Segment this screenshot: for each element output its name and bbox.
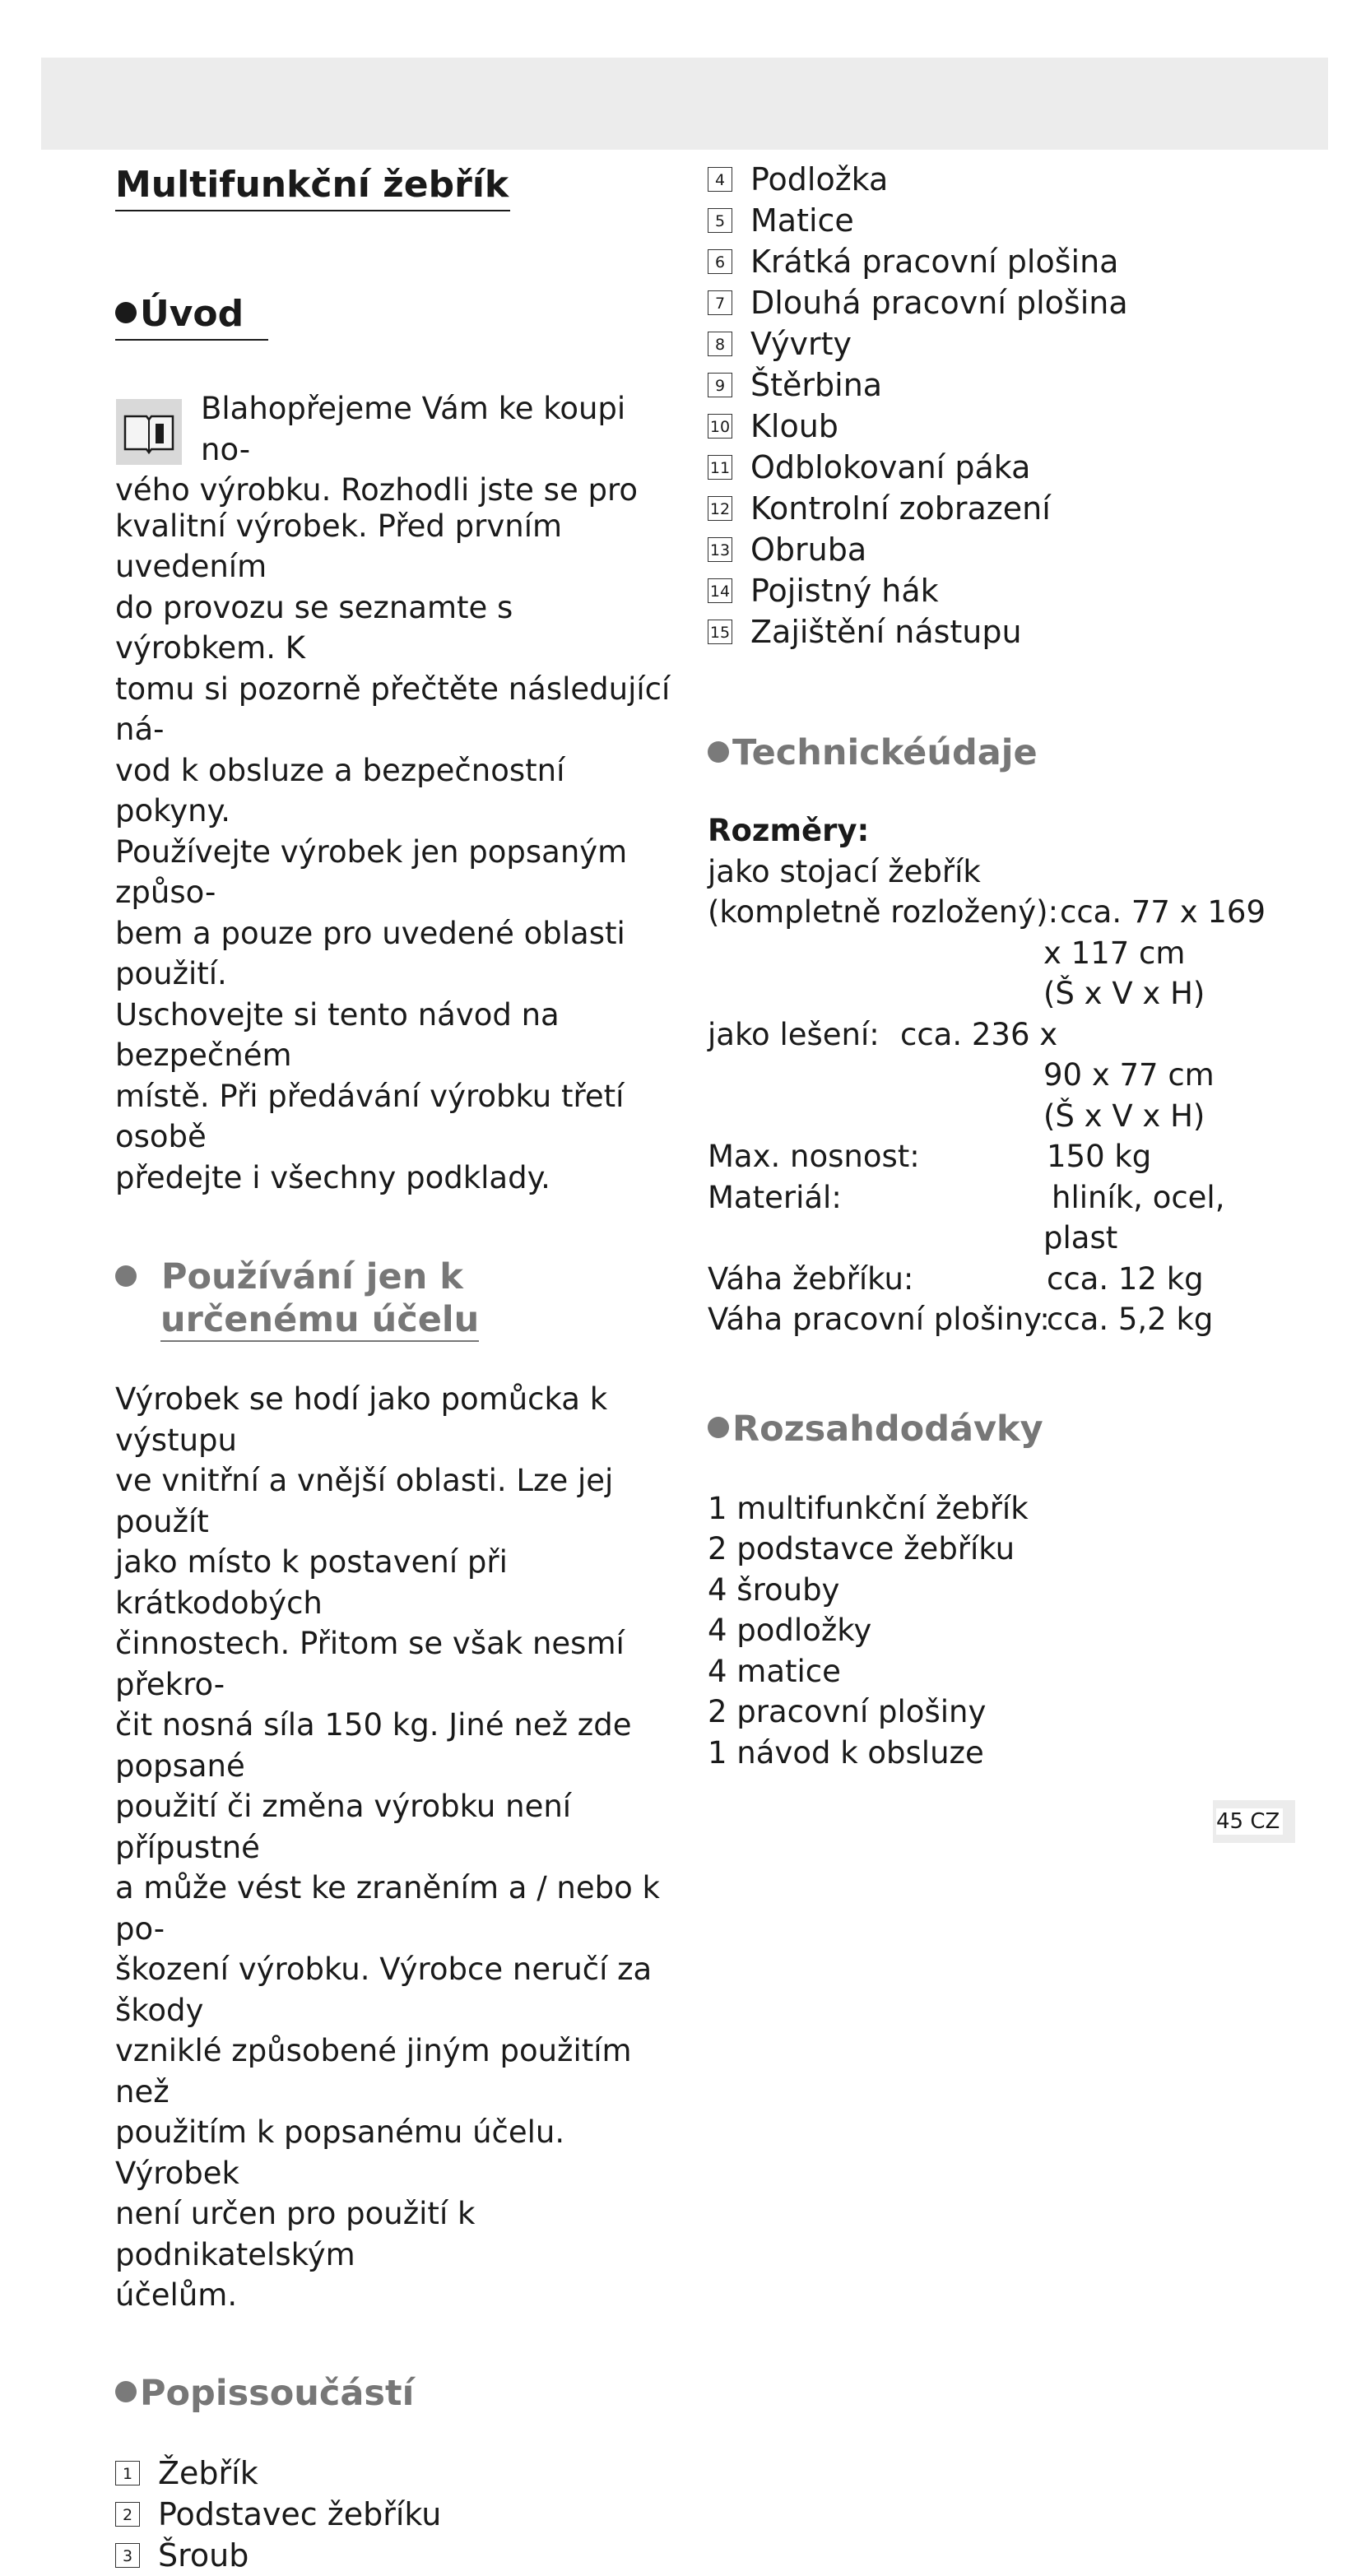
part-label: Podložka bbox=[750, 161, 889, 197]
intro-line: vého výrobku. Rozhodli jste se pro bbox=[115, 472, 638, 508]
part-number: 1 bbox=[115, 2461, 140, 2485]
standing-row-3 bbox=[708, 973, 1333, 1014]
tech-specs bbox=[708, 810, 1333, 1340]
scaffold-label: jako lešení: bbox=[708, 1016, 880, 1052]
part-number: 4 bbox=[708, 167, 732, 192]
text-line: místě. Při předávání výrobku třetí osobě bbox=[115, 1078, 625, 1154]
text-line: 2 podstavce žebříku bbox=[708, 1531, 1015, 1566]
bullet-icon bbox=[115, 302, 137, 323]
part-label: Kontrolní zobrazení bbox=[750, 490, 1051, 527]
scaffold-row bbox=[708, 1014, 1333, 1056]
info-book-icon bbox=[115, 398, 183, 466]
bullet-icon bbox=[115, 2381, 137, 2402]
text-line: do provozu se seznamte s výrobkem. K bbox=[115, 589, 513, 666]
scope-list bbox=[708, 1488, 1333, 1774]
text-line: Uschovejte si tento návod na bezpečném bbox=[115, 996, 560, 1073]
weight-label: Váha žebříku: bbox=[708, 1260, 914, 1297]
parts-heading-text: Popissoučástí bbox=[140, 2372, 415, 2414]
part-number: 2 bbox=[115, 2502, 140, 2527]
tech-heading bbox=[708, 731, 1333, 774]
text-line: použití či změna výrobku není přípustné bbox=[115, 1789, 572, 1865]
platform-weight-value: cca. 5,2 kg bbox=[1047, 1302, 1214, 1337]
text-line: použitím k popsanému účelu. Výrobek bbox=[115, 2114, 565, 2191]
text-line: bem a pouze pro uvedené oblasti použití. bbox=[115, 915, 625, 991]
part-item bbox=[115, 2494, 683, 2535]
text-line: čit nosná síla 150 kg. Jiné než zde popsané bbox=[115, 1707, 632, 1784]
text-line: Výrobek se hodí jako pomůcka k výstupu bbox=[115, 1381, 608, 1458]
platform-weight-row bbox=[708, 1299, 1333, 1340]
text-line: tomu si pozorně přečtěte následující ná- bbox=[115, 671, 671, 747]
part-number: 6 bbox=[708, 249, 732, 274]
standing-value: cca. 77 x 169 bbox=[1060, 894, 1266, 930]
usage-heading-line2: určenému účelu bbox=[160, 1299, 480, 1340]
part-number: 12 bbox=[708, 496, 732, 521]
svg-text:i: i bbox=[156, 420, 164, 444]
intro-body bbox=[115, 388, 683, 1198]
standing-sub: (kompletně rozložený): bbox=[708, 894, 1059, 930]
weight-value: cca. 12 kg bbox=[1047, 1260, 1204, 1297]
text-line: Používejte výrobek jen popsaným způso- bbox=[115, 833, 628, 910]
intro-heading-text: Úvod bbox=[140, 293, 244, 335]
scope-heading bbox=[708, 1408, 1333, 1450]
text-line: 1 návod k obsluze bbox=[708, 1734, 984, 1771]
part-number: 15 bbox=[708, 620, 732, 644]
parts-heading bbox=[115, 2372, 683, 2415]
material-label: Materiál: bbox=[708, 1179, 842, 1215]
page-number: 45 CZ bbox=[1216, 1808, 1283, 1835]
scaffold-row-2 bbox=[708, 1055, 1333, 1096]
part-label: Štěrbina bbox=[750, 367, 883, 403]
usage-heading bbox=[115, 1256, 683, 1341]
part-item bbox=[708, 241, 1333, 282]
tech-section bbox=[708, 731, 1333, 1340]
part-item bbox=[708, 159, 1333, 200]
usage-section bbox=[115, 1256, 683, 2316]
part-label: Zajištění nástupu bbox=[750, 614, 1022, 650]
text-line: není určen pro použití k podnikatelským bbox=[115, 2196, 476, 2272]
text-line: vod k obsluze a bezpečnostní pokyny. bbox=[115, 752, 565, 828]
part-item bbox=[708, 488, 1333, 529]
text-line: kvalitní výrobek. Před prvním uvedením bbox=[115, 508, 563, 584]
text-line: účelům. bbox=[115, 2277, 238, 2313]
right-column bbox=[708, 160, 1333, 1773]
text-line: jako místo k postavení při krátkodobých bbox=[115, 1544, 508, 1621]
platform-weight-label: Váha pracovní plošiny: bbox=[708, 1302, 1050, 1337]
scope-section bbox=[708, 1408, 1333, 1774]
text-line: 4 šrouby bbox=[708, 1571, 840, 1608]
weight-row bbox=[708, 1259, 1333, 1300]
tech-heading-text: Technickéúdaje bbox=[732, 732, 1038, 773]
part-number: 9 bbox=[708, 373, 732, 397]
part-number: 13 bbox=[708, 537, 732, 562]
left-column bbox=[115, 160, 683, 2576]
page-number-box bbox=[1213, 1800, 1295, 1843]
usage-heading-line1: Používání jen k bbox=[161, 1256, 463, 1297]
standing-value-2: x 117 cm bbox=[1043, 935, 1186, 971]
parts-section bbox=[115, 2372, 683, 2576]
text-line: ve vnitřní a vnější oblasti. Lze jej použít bbox=[115, 1463, 614, 1539]
part-label: Dlouhá pracovní plošina bbox=[750, 285, 1128, 321]
bullet-icon bbox=[708, 1417, 729, 1438]
scope-heading-text: Rozsahdodávky bbox=[732, 1408, 1043, 1450]
material-value-2: plast bbox=[1043, 1220, 1118, 1256]
part-number: 10 bbox=[708, 414, 732, 439]
part-label: Matice bbox=[750, 202, 854, 239]
parts-list bbox=[115, 2453, 683, 2576]
part-label: Kloub bbox=[750, 408, 838, 444]
part-label: Šroub bbox=[158, 2537, 249, 2574]
part-item bbox=[708, 529, 1333, 570]
load-value: 150 kg bbox=[1047, 1139, 1152, 1174]
part-item bbox=[708, 406, 1333, 447]
load-row bbox=[708, 1136, 1333, 1177]
part-item bbox=[708, 447, 1333, 488]
text-line: 4 matice bbox=[708, 1653, 841, 1689]
load-label: Max. nosnost: bbox=[708, 1139, 920, 1174]
part-label: Obruba bbox=[750, 531, 867, 568]
part-item bbox=[115, 2535, 683, 2576]
part-label: Žebřík bbox=[158, 2454, 258, 2491]
part-item bbox=[708, 611, 1333, 652]
text-line: 2 pracovní plošiny bbox=[708, 1694, 987, 1729]
page-title: Multifunkční žebřík bbox=[115, 160, 510, 211]
part-label: Podstavec žebříku bbox=[158, 2495, 442, 2532]
part-number: 11 bbox=[708, 455, 732, 480]
part-item bbox=[708, 200, 1333, 241]
standing-label: jako stojací žebřík bbox=[708, 853, 981, 889]
text-line: vzniklé způsobené jiným použitím než bbox=[115, 2033, 632, 2110]
part-item bbox=[115, 2453, 683, 2494]
dimensions-label: Rozměry: bbox=[708, 813, 870, 848]
header-band bbox=[41, 58, 1328, 150]
text-line: a může vést ke zraněním a / nebo k po- bbox=[115, 1870, 660, 1947]
intro-line: Blahopřejeme Vám ke koupi no- bbox=[201, 391, 626, 467]
intro-paragraph bbox=[115, 506, 683, 1199]
standing-row-2 bbox=[708, 933, 1333, 974]
material-row bbox=[708, 1177, 1333, 1218]
part-item bbox=[708, 364, 1333, 406]
intro-section bbox=[115, 290, 683, 1198]
bullet-icon bbox=[115, 1265, 137, 1287]
usage-paragraph bbox=[115, 1379, 683, 2316]
scaffold-value: cca. 236 x bbox=[900, 1016, 1058, 1052]
text-line: činnostech. Přitom se však nesmí překro- bbox=[115, 1626, 625, 1702]
part-label: Vývrty bbox=[750, 326, 852, 362]
parts-list-continued bbox=[708, 159, 1333, 652]
part-number: 5 bbox=[708, 208, 732, 233]
part-item bbox=[708, 323, 1333, 364]
scaffold-value-3: (Š x V x H) bbox=[1043, 1098, 1205, 1134]
scaffold-row-3 bbox=[708, 1096, 1333, 1137]
material-value: hliník, ocel, bbox=[1052, 1179, 1225, 1215]
text-line: 4 podložky bbox=[708, 1613, 872, 1648]
part-label: Pojistný hák bbox=[750, 573, 939, 609]
scaffold-value-2: 90 x 77 cm bbox=[1043, 1057, 1215, 1093]
text-line: 1 multifunkční žebřík bbox=[708, 1490, 1029, 1526]
part-item bbox=[708, 282, 1333, 323]
part-number: 7 bbox=[708, 290, 732, 315]
text-line: předejte i všechny podklady. bbox=[115, 1159, 550, 1195]
material-row-2 bbox=[708, 1218, 1333, 1259]
text-line: škození výrobku. Výrobce neručí za škody bbox=[115, 1952, 653, 2028]
part-number: 8 bbox=[708, 332, 732, 356]
part-item bbox=[708, 570, 1333, 611]
part-label: Odblokovaní páka bbox=[750, 449, 1031, 485]
standing-row bbox=[708, 892, 1333, 933]
part-number: 3 bbox=[115, 2543, 140, 2568]
intro-heading bbox=[115, 290, 683, 341]
bullet-icon bbox=[708, 741, 729, 763]
part-label: Krátká pracovní plošina bbox=[750, 244, 1119, 280]
part-number: 14 bbox=[708, 578, 732, 603]
standing-value-3: (Š x V x H) bbox=[1043, 976, 1205, 1011]
